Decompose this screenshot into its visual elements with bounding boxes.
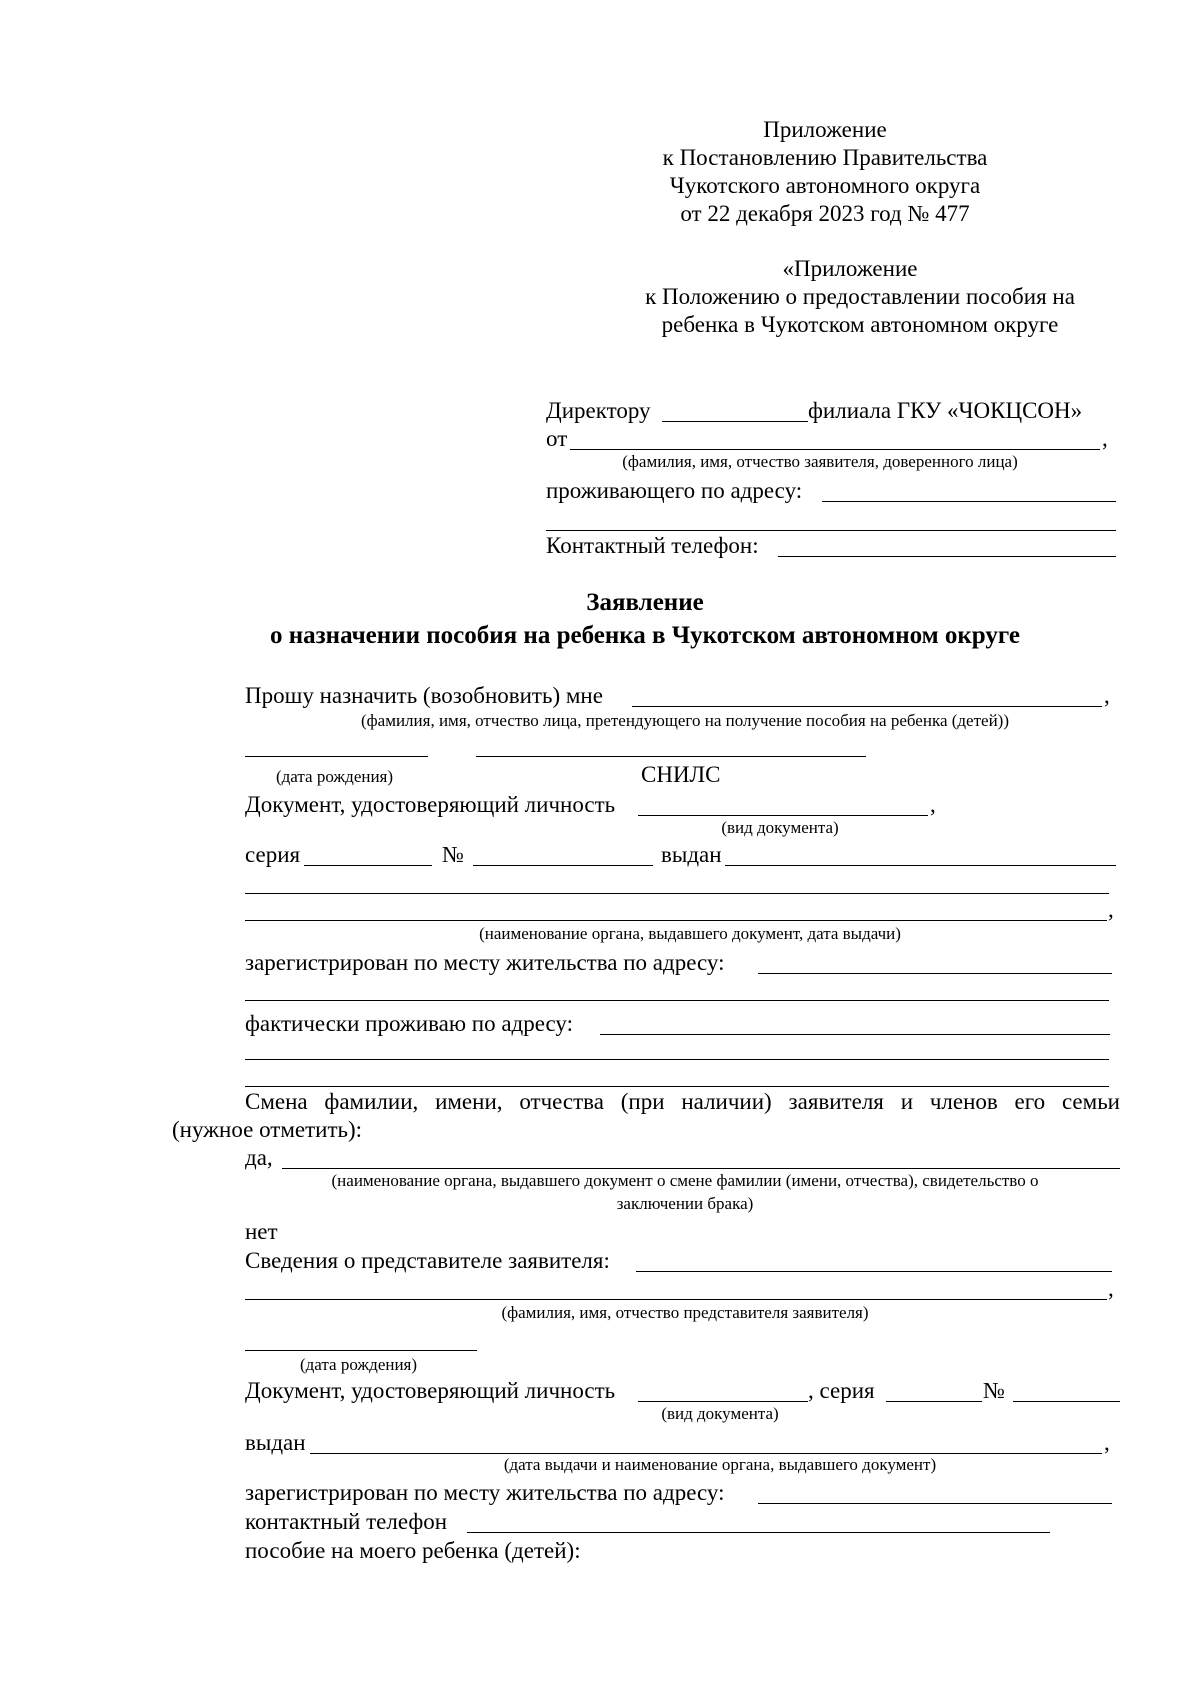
snils-field[interactable] <box>476 756 866 757</box>
benefit-label: пособие на моего ребенка (детей): <box>245 1538 581 1563</box>
name-change-hint: (наименование органа, выдавшего документ о смене фамилии (имени, отчества), свидетельство о <box>331 1171 1039 1190</box>
representative-comma: , <box>1108 1276 1114 1301</box>
director-branch-suffix: филиала ГКУ «ЧОКЦСОН» <box>808 398 1083 423</box>
contact-phone-field[interactable] <box>778 556 1116 557</box>
director-label: Директору <box>546 398 651 423</box>
representative-label: Сведения о представителе заявителя: <box>245 1248 610 1273</box>
rep-issue-hint: (дата выдачи и наименование органа, выдавшего документ) <box>503 1455 937 1474</box>
name-change-text: Смена фамилии, имени, отчества (при наличии) заявителя и членов его семьи <box>245 1089 1120 1114</box>
applicant-name-field[interactable] <box>570 449 1100 450</box>
rep-series-label: , серия <box>808 1378 875 1403</box>
birth-date-field[interactable] <box>245 756 428 757</box>
registered-address-field-2[interactable] <box>245 1000 1109 1001</box>
series-field[interactable] <box>304 865 432 866</box>
director-branch-field[interactable] <box>662 421 808 422</box>
issuer-hint: (наименование органа, выдавшего документ, дата выдачи) <box>479 924 901 943</box>
from-hint: (фамилия, имя, отчество заявителя, доверенного лица) <box>622 452 1018 471</box>
yes-option[interactable]: да, <box>245 1145 273 1170</box>
id-document-label: Документ, удостоверяющий личность <box>245 792 616 817</box>
annex-line-3: ребенка в Чукотском автономном округе <box>661 312 1059 337</box>
number-field[interactable] <box>473 865 653 866</box>
header-line-1: Приложение <box>763 117 887 142</box>
representative-name-field-2[interactable] <box>245 1299 1107 1300</box>
annex-line-2: к Положению о предоставлении пособия на <box>645 284 1075 309</box>
snils-label: СНИЛС <box>641 762 721 787</box>
rep-issued-by-field[interactable] <box>310 1453 1102 1454</box>
actual-address-field[interactable] <box>600 1034 1110 1035</box>
annex-line-1: «Приложение <box>782 256 918 281</box>
rep-registered-label: зарегистрирован по месту жительства по адресу: <box>245 1480 725 1505</box>
header-line-4: от 22 декабря 2023 год № 477 <box>680 201 970 226</box>
beneficiary-name-field[interactable] <box>632 706 1102 707</box>
issued-label: выдан <box>661 842 722 867</box>
rep-contact-phone-field[interactable] <box>467 1532 1050 1533</box>
birth-date-hint: (дата рождения) <box>276 767 394 786</box>
representative-name-field[interactable] <box>636 1271 1112 1272</box>
rep-series-field[interactable] <box>886 1401 982 1402</box>
issued-by-field[interactable] <box>725 865 1116 866</box>
number-label: № <box>442 842 464 867</box>
request-hint: (фамилия, имя, отчество лица, претендующего на получение пособия на ребенка (детей)) <box>360 711 1009 730</box>
rep-id-document-label: Документ, удостоверяющий личность <box>245 1378 616 1403</box>
rep-issued-label: выдан <box>245 1430 306 1455</box>
rep-number-field[interactable] <box>1013 1401 1120 1402</box>
document-title: Заявление <box>586 589 704 616</box>
actual-address-label: фактически проживаю по адресу: <box>245 1011 574 1036</box>
id-document-type-field[interactable] <box>638 815 928 816</box>
rep-birth-date-hint: (дата рождения) <box>300 1355 418 1374</box>
issuer-field-3[interactable] <box>245 920 1107 921</box>
residing-address-field[interactable] <box>822 501 1116 502</box>
series-label: серия <box>245 842 301 867</box>
registered-address-field[interactable] <box>758 973 1112 974</box>
rep-birth-date-field[interactable] <box>245 1350 477 1351</box>
from-comma: , <box>1102 426 1108 451</box>
name-change-text-2: (нужное отметить): <box>172 1117 363 1142</box>
request-comma: , <box>1104 683 1110 708</box>
residing-address-field-2[interactable] <box>546 530 1116 531</box>
header-line-2: к Постановлению Правительства <box>662 145 988 170</box>
request-label: Прошу назначить (возобновить) мне <box>245 683 603 708</box>
actual-address-field-3[interactable] <box>245 1086 1109 1087</box>
rep-contact-phone-label: контактный телефон <box>245 1509 448 1534</box>
actual-address-field-2[interactable] <box>245 1059 1109 1060</box>
name-change-hint-2: заключении брака) <box>616 1194 754 1213</box>
residing-label: проживающего по адресу: <box>546 478 803 503</box>
rep-doc-type-field[interactable] <box>638 1401 808 1402</box>
issuer-comma: , <box>1108 897 1114 922</box>
name-change-document-field[interactable] <box>282 1168 1120 1169</box>
no-option[interactable]: нет <box>245 1219 278 1244</box>
registered-label: зарегистрирован по месту жительства по адресу: <box>245 950 725 975</box>
from-label: от <box>546 426 568 451</box>
rep-number-label: № <box>983 1378 1005 1403</box>
id-document-comma: , <box>930 792 936 817</box>
document-subtitle: о назначении пособия на ребенка в Чукотском автономном округе <box>269 622 1021 649</box>
representative-hint: (фамилия, имя, отчество представителя заявителя) <box>501 1303 869 1322</box>
header-line-3: Чукотского автономного округа <box>669 173 981 198</box>
rep-issued-comma: , <box>1104 1430 1110 1455</box>
rep-doc-type-hint: (вид документа) <box>661 1404 779 1423</box>
rep-registered-address-field[interactable] <box>758 1503 1112 1504</box>
contact-phone-label: Контактный телефон: <box>546 533 759 558</box>
doc-type-hint: (вид документа) <box>721 818 839 837</box>
issuer-field-2[interactable] <box>245 893 1109 894</box>
